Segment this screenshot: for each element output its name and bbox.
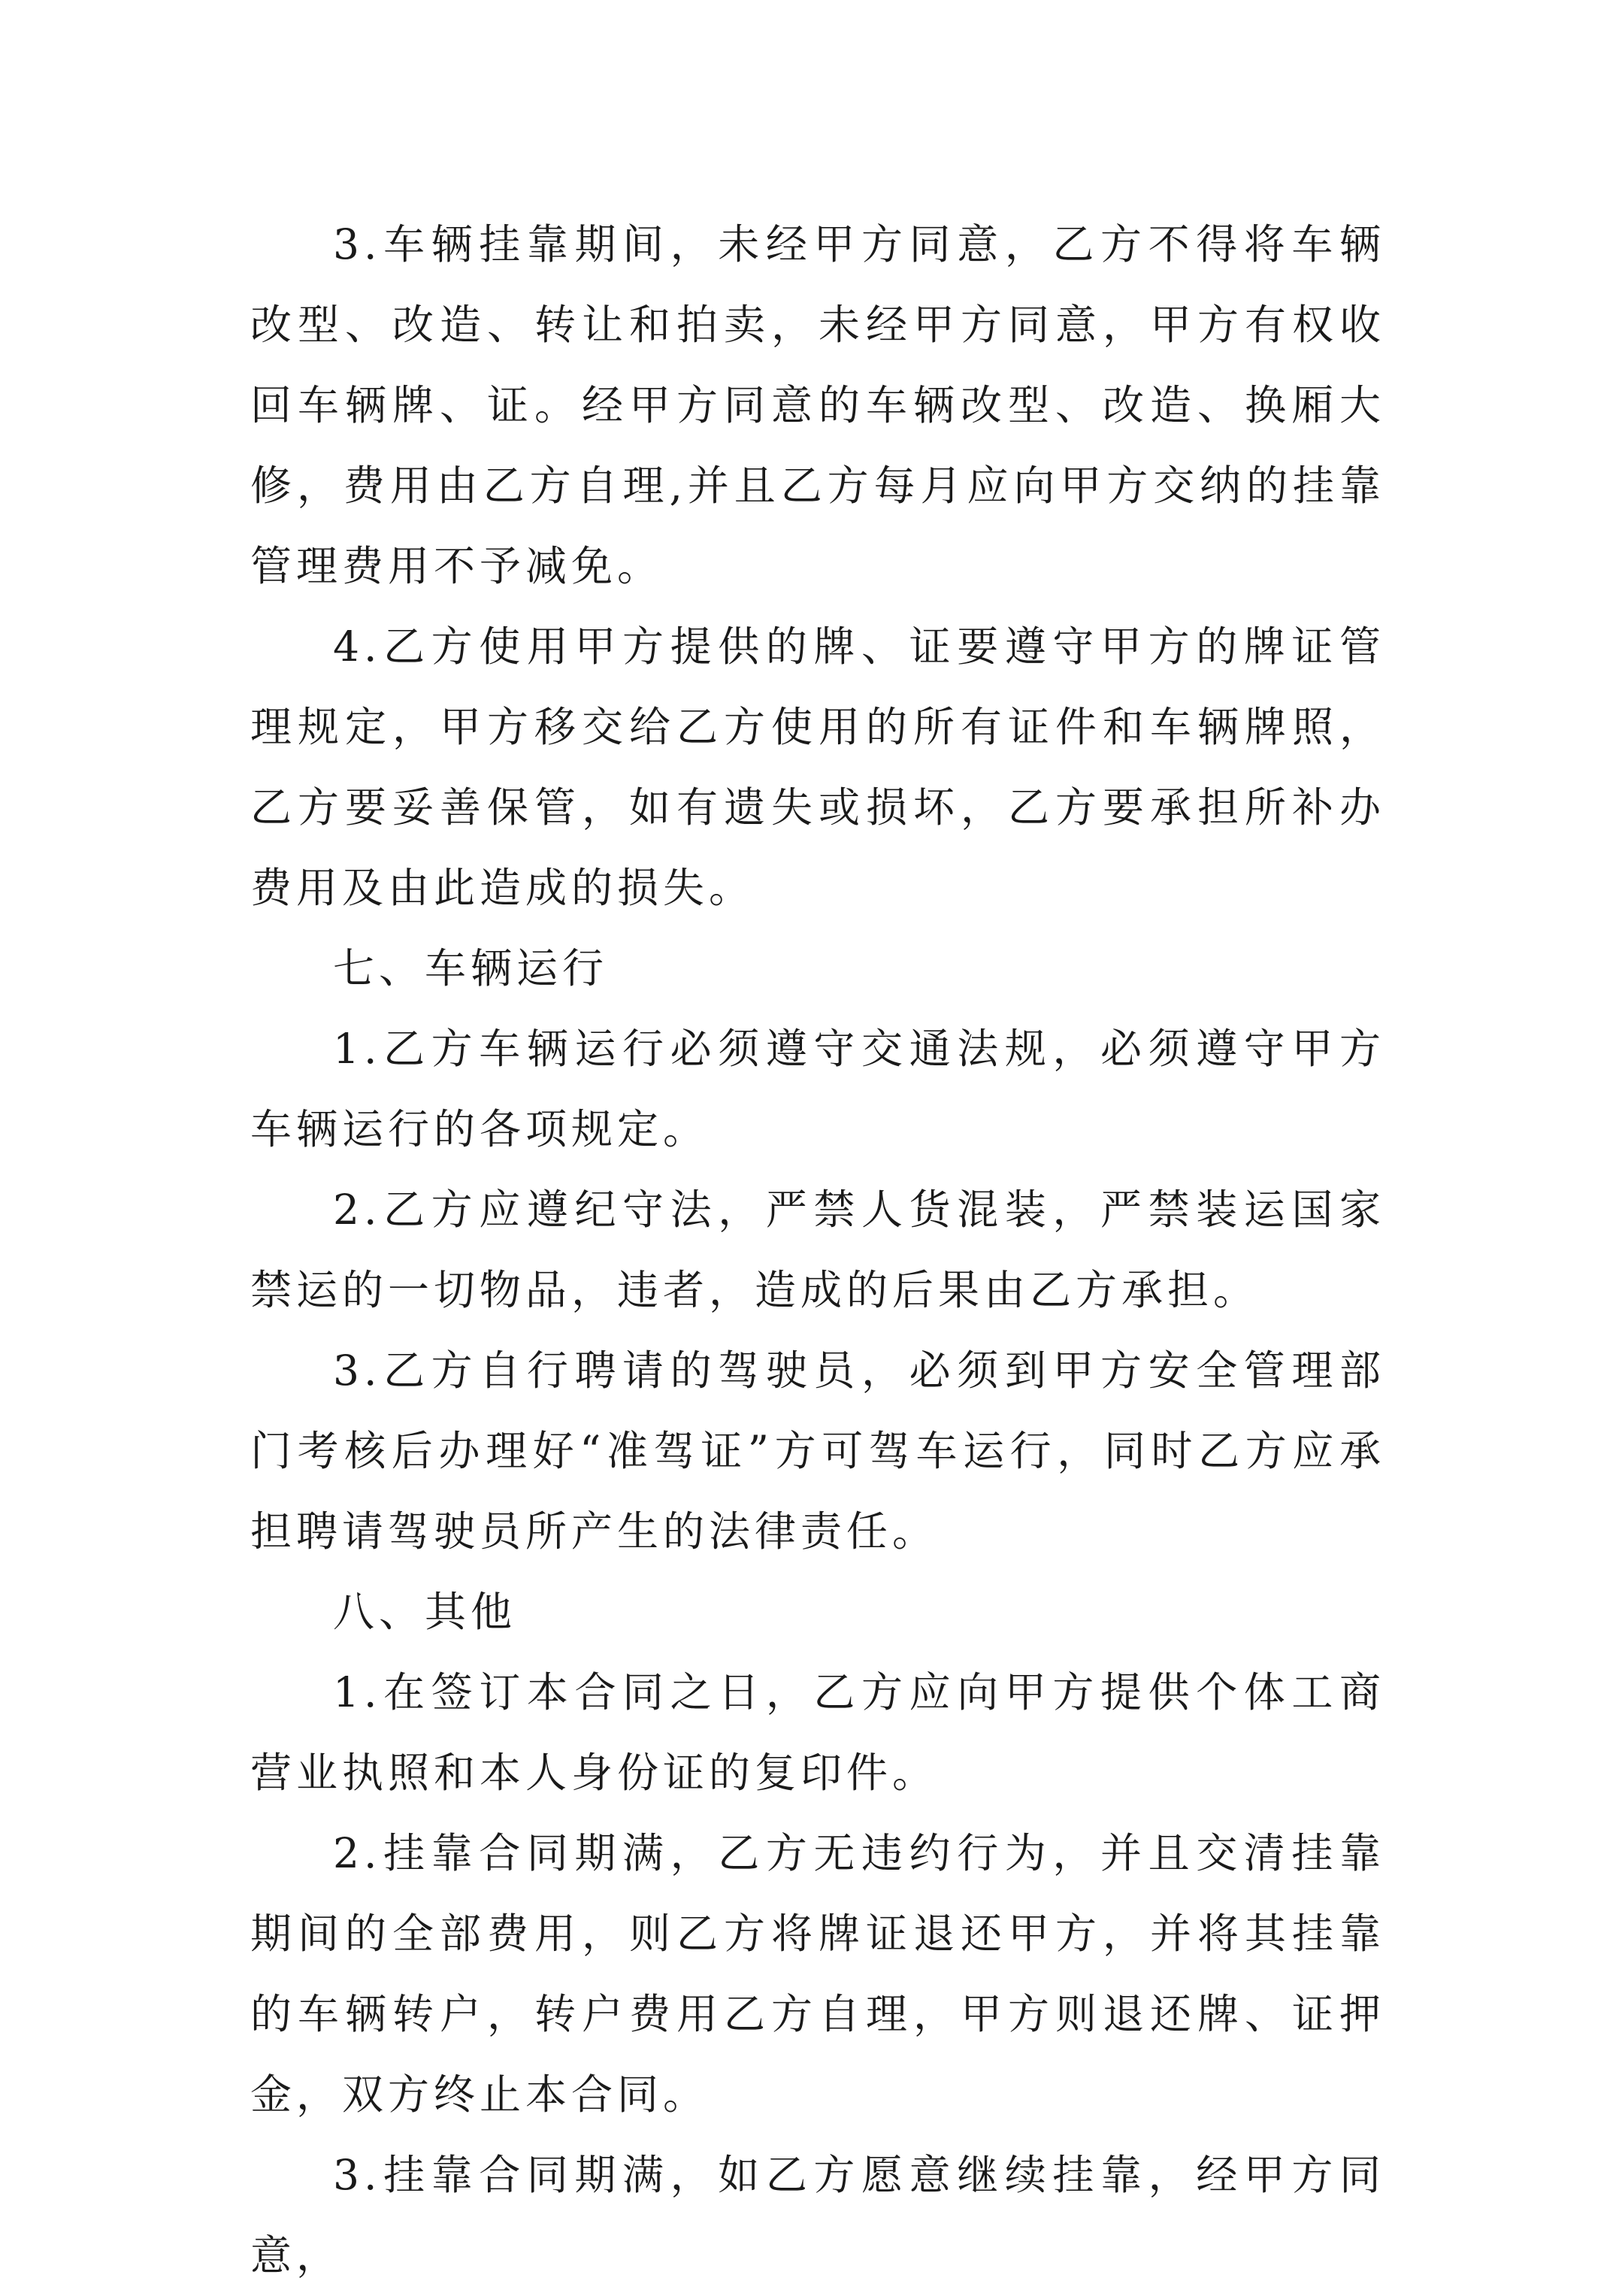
document-body xyxy=(250,204,1385,2296)
clause-6-4: 4.乙方使用甲方提供的牌、证要遵守甲方的牌证管理规定，甲方移交给乙方使用的所有证件和车辆牌照，乙方要妥善保管，如有遗失或损坏，乙方要承担所补办费用及由此造成的损失。 xyxy=(250,622,1385,912)
clause-7-2: 2.乙方应遵纪守法，严禁人货混装，严禁装运国家禁运的一切物品，违者，造成的后果由乙方承担。 xyxy=(250,1186,1385,1314)
clause-7-1: 1.乙方车辆运行必须遵守交通法规，必须遵守甲方车辆运行的各项规定。 xyxy=(250,1025,1385,1153)
clause-8-2: 2.挂靠合同期满，乙方无违约行为，并且交清挂靠期间的全部费用，则乙方将牌证退还甲方，并将其挂靠的车辆转户，转户费用乙方自理，甲方则退还牌、证押金，双方终止本合同。 xyxy=(250,1829,1385,2119)
clause-8-3: 3.挂靠合同期满，如乙方愿意继续挂靠，经甲方同意， xyxy=(250,2151,1385,2279)
section-heading-other: 八、其他 xyxy=(333,1588,517,1636)
clause-7-3: 3.乙方自行聘请的驾驶员，必须到甲方安全管理部门考核后办理好“准驾证”方可驾车运行，同时乙方应承担聘请驾驶员所产生的法律责任。 xyxy=(250,1346,1385,1555)
clause-6-3: 3.车辆挂靠期间，未经甲方同意，乙方不得将车辆改型、改造、转让和拍卖，未经甲方同意，甲方有权收回车辆牌、证。经甲方同意的车辆改型、改造、换厢大修，费用由乙方自理,并且乙方每月应向甲方交纳的挂靠管理费用不予减免。 xyxy=(250,220,1385,590)
section-heading-vehicle-operation: 七、车辆运行 xyxy=(333,944,609,992)
clause-8-1: 1.在签订本合同之日，乙方应向甲方提供个体工商营业执照和本人身份证的复印件。 xyxy=(250,1668,1385,1797)
